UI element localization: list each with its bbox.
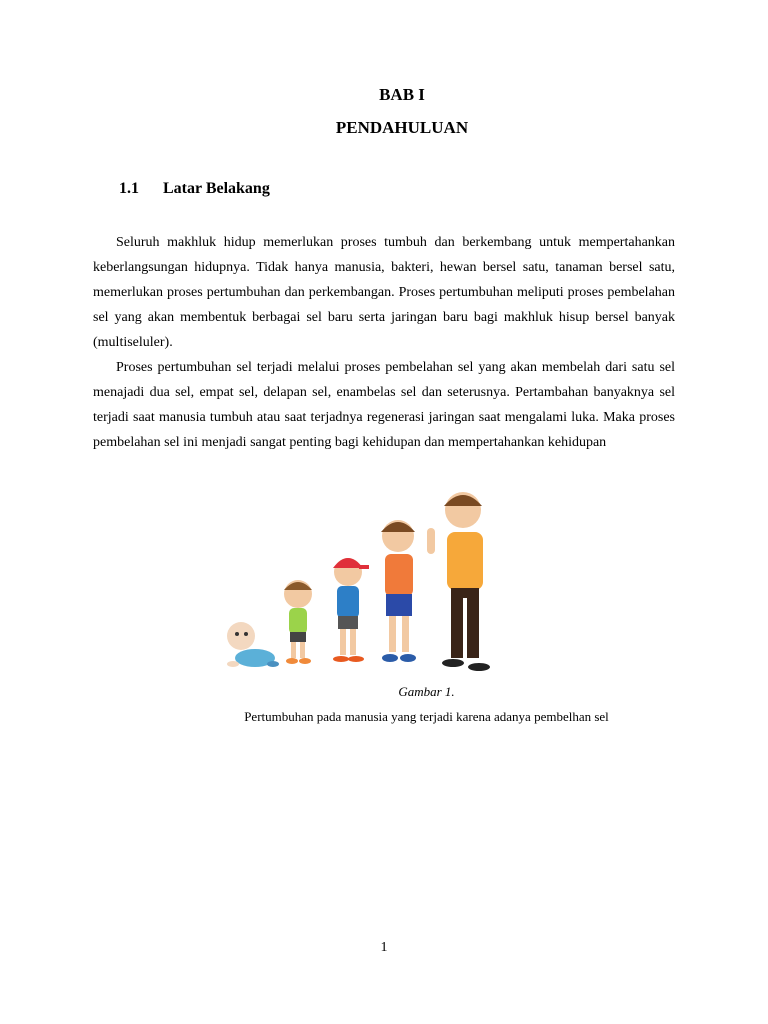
chapter-title: PENDAHULUAN — [335, 118, 469, 137]
figure-caption: Pertumbuhan pada manusia yang terjadi karena adanya pembelhan sel — [244, 709, 609, 724]
adult-figure — [427, 492, 490, 671]
section-heading — [119, 180, 270, 198]
section-number: 1.1 — [119, 180, 139, 197]
page-number: 1 — [380, 940, 388, 955]
chapter-number: BAB I — [379, 85, 425, 104]
baby-figure — [227, 622, 279, 667]
growth-stages-illustration — [215, 486, 505, 676]
section-title: Latar Belakang — [163, 180, 270, 197]
paragraph-2: Proses pertumbuhan sel terjadi melalui proses pembelahan sel yang akan membelah dari satu sel menajadi dua sel, empat sel, delapan sel, enambelas sel dan seterusnya. Pertambahan banyaknya sel terjadi saat manusia tumbuh atau saat terjadnya regenerasi jaringan saat mengalami luka. Maka proses pembelahan sel ini menjadi sangat penting bagi kehidupan dan mempertahankan kehidupan — [93, 360, 675, 450]
figure-label: Gambar 1. — [398, 684, 455, 699]
toddler-figure — [284, 580, 312, 664]
paragraph-1: Seluruh makhluk hidup memerlukan proses tumbuh dan berkembang untuk mempertahankan keberlangsungan hidupnya. Tidak hanya manusia, bakteri, hewan bersel satu, tanaman bersel satu, memerlukan proses pertumbuhan dan perkembangan. Proses pertumbuhan meliputi proses pembelahan sel yang akan membentuk berbagai sel baru serta jaringan baru bagi makhluk hisup bersel banyak (multiseluler). — [93, 235, 675, 350]
child-figure — [333, 558, 369, 662]
body-text — [93, 230, 675, 455]
teen-figure — [381, 520, 416, 662]
